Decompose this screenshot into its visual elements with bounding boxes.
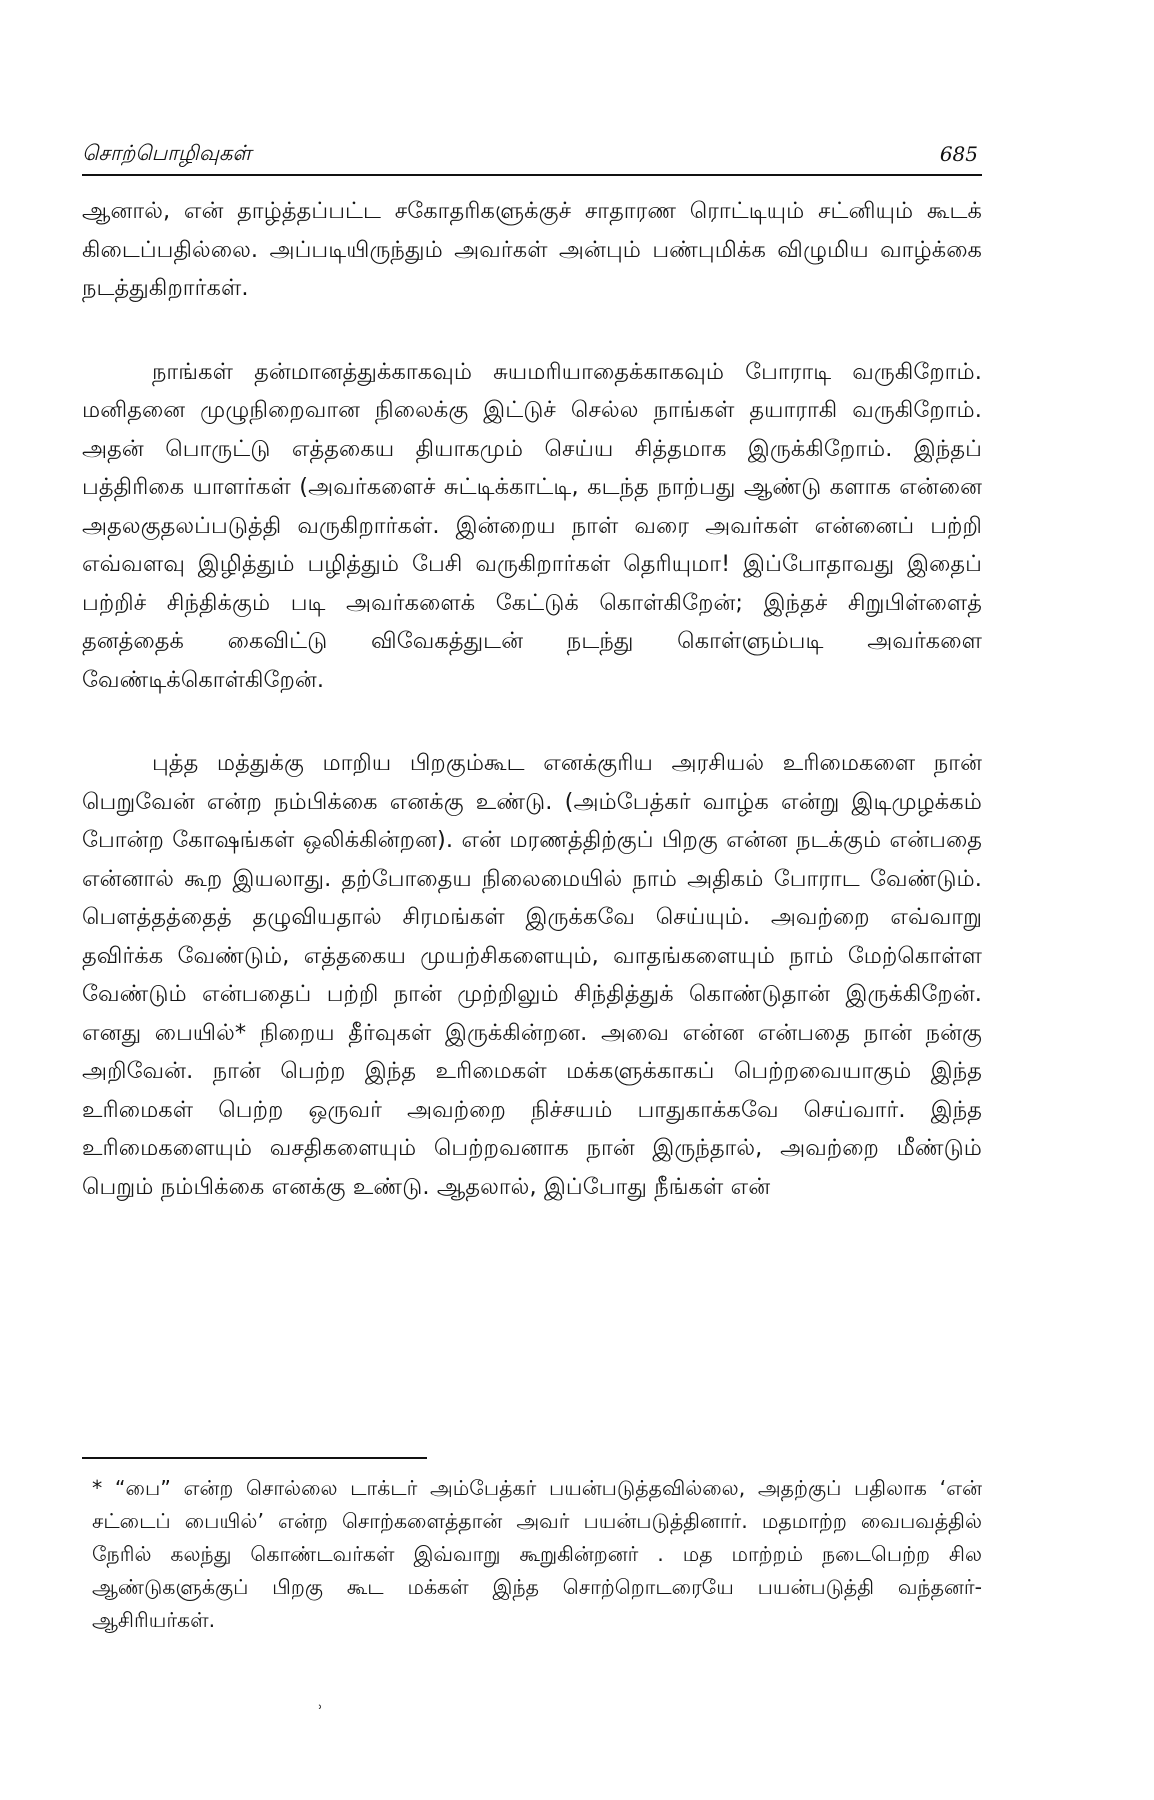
footnote-rule [82, 1457, 427, 1459]
body-text [82, 192, 982, 1206]
paragraph: புத்த மத்துக்கு மாறிய பிறகும்கூட எனக்குரிய அரசியல் உரிமைகளை நான் பெறுவேன் என்ற நம்பிக்கை எனக்கு உண்டு. (அம்பேத்கர் வாழ்க என்று இடிமுழக்கம் போன்ற கோஷங்கள் ஒலிக்கின்றன). என் மரணத்திற்குப் பிறகு என்ன நடக்கும் என்பதை என்னால் கூற இயலாது. தற்போதைய நிலைமையில் நாம் அதிகம் போராட வேண்டும். பௌத்தத்தைத் தழுவியதால் சிரமங்கள் இருக்கவே செய்யும். அவற்றை எவ்வாறு தவிர்க்க வேண்டும், எத்தகைய முயற்சிகளையும், வாதங்களையும் நாம் மேற்கொள்ள வேண்டும் என்பதைப் பற்றி நான் முற்றிலும் சிந்தித்துக் கொண்டுதான் இருக்கிறேன். எனது பையில்* நிறைய தீர்வுகள் இருக்கின்றன. அவை என்ன என்பதை நான் நன்கு அறிவேன். நான் பெற்ற இந்த உரிமைகள் மக்களுக்காகப் பெற்றவையாகும் இந்த உரிமைகள் பெற்ற ஒருவர் அவற்றை நிச்சயம் பாதுகாக்கவே செய்வார். இந்த உரிமைகளையும் வசதிகளையும் பெற்றவனாக நான் இருந்தால், அவற்றை மீண்டும் பெறும் நம்பிக்கை எனக்கு உண்டு. ஆதலால், இப்போது நீங்கள் என் [82, 750, 982, 1200]
paragraph-gap [82, 699, 982, 744]
footnote: * “பை” என்ற சொல்லை டாக்டர் அம்பேத்கர் பயன்படுத்தவில்லை, அதற்குப் பதிலாக ‘என் சட்டைப் பையில்’ என்ற சொற்களைத்தான் அவர் பயன்படுத்தினார். மதமாற்ற வைபவத்தில் நேரில் கலந்து கொண்டவர்கள் இவ்வாறு கூறுகின்றனர் . மத மாற்றம் நடைபெற்ற சில ஆண்டுகளுக்குப் பிறகு கூட மக்கள் இந்த சொற்றொடரையே பயன்படுத்தி வந்தனர்- ஆசிரியர்கள். [92, 1476, 982, 1632]
running-title: சொற்பொழிவுகள் [82, 141, 252, 165]
page-number: 685 [939, 142, 978, 166]
paragraph: ஆனால், என் தாழ்த்தப்பட்ட சகோதரிகளுக்குச் சாதாரண ரொட்டியும் சட்னியும் கூடக் கிடைப்பதில்லை. அப்படியிருந்தும் அவர்கள் அன்பும் பண்புமிக்க விழுமிய வாழ்க்கை நடத்துகிறார்கள். [82, 198, 982, 301]
header-rule [82, 174, 982, 176]
paragraph: நாங்கள் தன்மானத்துக்காகவும் சுயமரியாதைக்காகவும் போராடி வருகிறோம். மனிதனை முழுநிறைவான நிலைக்கு இட்டுச் செல்ல நாங்கள் தயாராகி வருகிறோம். அதன் பொருட்டு எத்தகைய தியாகமும் செய்ய சித்தமாக இருக்கிறோம். இந்தப் பத்திரிகை யாளர்கள் (அவர்களைச் சுட்டிக்காட்டி, கடந்த நாற்பது ஆண்டு களாக என்னை அதலகுதலப்படுத்தி வருகிறார்கள். இன்றைய நாள் வரை அவர்கள் என்னைப் பற்றி எவ்வளவு இழித்தும் பழித்தும் பேசி வருகிறார்கள் தெரியுமா! இப்போதாவது இதைப் பற்றிச் சிந்திக்கும் படி அவர்களைக் கேட்டுக் கொள்கிறேன்; இந்தச் சிறுபிள்ளைத் தனத்தைக் கைவிட்டு விவேகத்துடன் நடந்து கொள்ளும்படி அவர்களை வேண்டிக்கொள்கிறேன். [82, 358, 982, 693]
running-header [82, 138, 982, 176]
stray-mark: ˒ [318, 1698, 323, 1717]
paragraph-gap [82, 308, 982, 353]
